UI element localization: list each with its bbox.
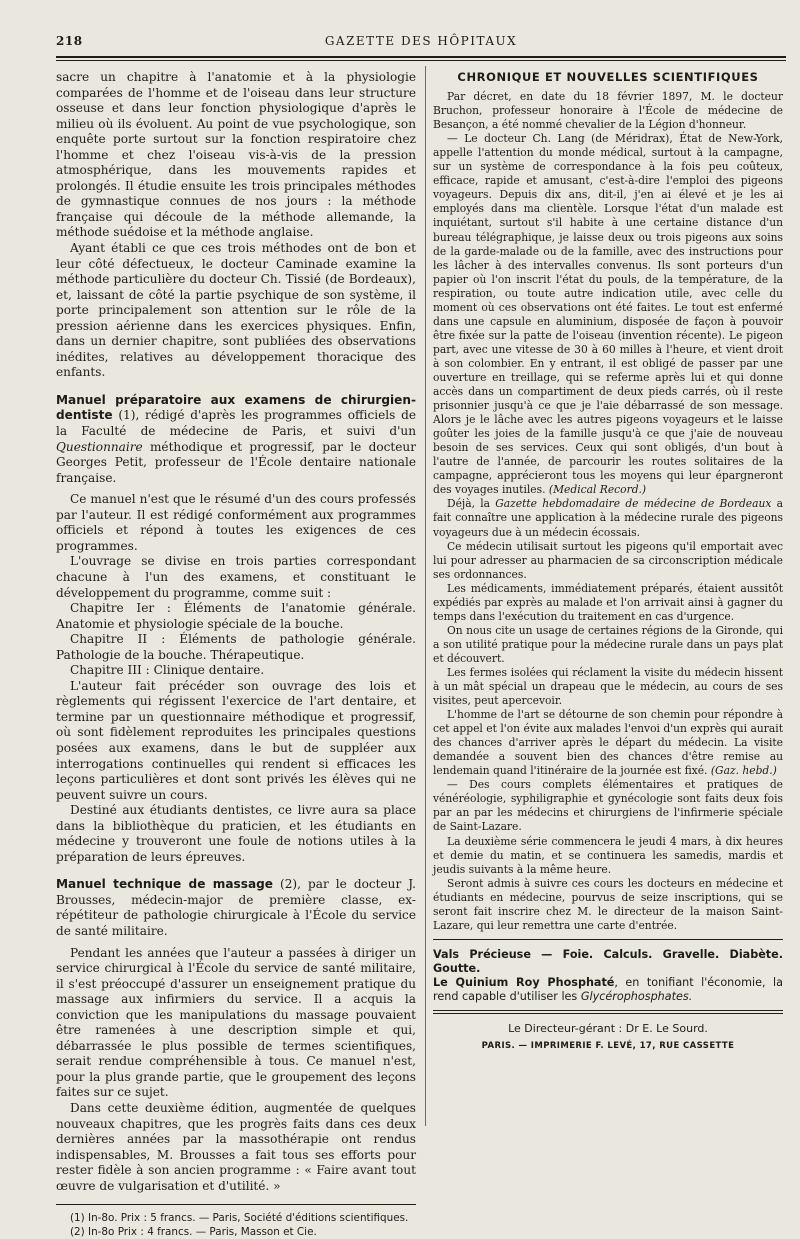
paragraph: Les fermes isolées qui réclament la visite du médecin hissent à un mât spécial un drapeau que le médecin, au cours de ses visites, peut apercevoir. — [433, 665, 783, 708]
journal-title: GAZETTE DES HÔPITAUX — [324, 34, 518, 48]
citation: (Medical Record.) — [548, 483, 647, 497]
footnote: (2) In-8o Prix : 4 francs. — Paris, Masson et Cie. — [70, 1226, 317, 1239]
paragraph: Pendant les années que l'auteur a passées à diriger un service chirurgical à l'École du service de santé militaire, il s'est préoccupé d'assurer un enseignement pratique du massage aux infirmiers du service. Il a acquis la conviction que les manipulations du massage pouvaient être ramenées à une description simple et qui, débarrassée le plus possible de termes scientifiques, serait rendue compréhensible à tous. Ce manuel n'est, pour la plus grande partie, que le groupement des leçons faites sur ce sujet. — [56, 945, 416, 1100]
paragraph: La deuxième série commencera le jeudi 4 mars, à dix heures et demie du matin, et se continuera les samedis, mardis et jeudis suivants à la même heure. — [433, 834, 783, 876]
publisher-credit: Le Directeur-gérant : Dr E. Le Sourd. — [508, 1021, 708, 1035]
left-column — [56, 70, 416, 1239]
citation: (Gaz. hebd.) — [710, 764, 777, 778]
book-review-1: Manuel préparatoire aux examens de chirurgien-dentiste (1), rédigé d'après les programmes officiels de la Faculté de médecine de Paris, et suivi d'un Questionnaire méthodique et progressif, par le docteur Georges Petit, professeur de l'École dentaire nationale française. — [56, 392, 416, 485]
paragraph: sacre un chapitre à l'anatomie et à la physiologie comparées de l'homme et de l'oiseau dans leur structure osseuse et dans leur fonction physiologique d'après le milieu où ils évoluent. Au point de vue psychologique, son enquête porte surtout sur la fonction respiratoire chez l'homme et chez l'oiseau vis-à-vis de la pression atmosphérique, dans les mouvements rapides et prolongés. Il étudie ensuite les trois principales méthodes de gymnastique connues de nos jours : la méthode française qui découle de la méthode allemande, la méthode suédoise et la méthode anglaise. — [56, 70, 416, 240]
paragraph: Destiné aux étudiants dentistes, ce livre aura sa place dans la bibliothèque du praticien, et les étudiants en médecine y trouveront une foule de notions utiles à la préparation de leurs épreuves. — [56, 803, 416, 864]
page-number: 218 — [56, 34, 83, 48]
paragraph: Chapitre Ier : Éléments de l'anatomie générale. Anatomie et physiologie spéciale de la bouche. — [56, 601, 416, 631]
book-review-2: Manuel technique de massage (2), par le docteur J. Brousses, médecin-major de première classe, ex-répétiteur de pathologie chirurgicale à l'École du service de santé militaire. — [56, 877, 417, 938]
header-rule-thin — [56, 60, 786, 61]
paragraph: Dans cette deuxième édition, augmentée de quelques nouveaux chapitres, que les progrès faits dans ces deux dernières années par la massothérapie ont rendus indispensables, M. Brousses a fait tous ses efforts pour rester fidèle à son ancien programme : « Faire avant tout œuvre de vulgarisation et d'utilité. » — [56, 1101, 416, 1193]
paragraph: — Des cours complets élémentaires et pratiques de vénéréologie, syphiligraphie et gynécologie sont faits deux fois par an par les médecins et chirurgiens de l'infirmerie spéciale de Saint-Lazare. — [433, 778, 783, 834]
footer-rule — [433, 1010, 783, 1014]
paragraph: L'ouvrage se divise en trois parties correspondant chacune à l'un des examens, et constituant le développement du programme, comme suit : — [56, 554, 416, 600]
book-title: Manuel technique de massage — [56, 877, 273, 892]
page-header — [56, 34, 786, 52]
printer-imprint: PARIS. — IMPRIMERIE F. LEVÉ, 17, RUE CASSETTE — [481, 1040, 735, 1051]
paragraph: Ce médecin utilisait surtout les pigeons qu'il emportait avec lui pour adresser au pharmacien de sa circonscription médicale ses ordonnances. — [433, 539, 783, 581]
paragraph: L'homme de l'art se détourne de son chemin pour répondre à cet appel et l'on évite aux malades l'envoi d'un exprès qui aurait des chances d'arriver après le départ du médecin. La visite demandée a souvent bien des chances d'être remise au lendemain quand l'itinéraire de la journée est fixé. (Gaz. hebd.) — [433, 708, 783, 778]
footnote: (1) In-8o. Prix : 5 francs. — Paris, Société d'éditions scientifiques. — [70, 1212, 409, 1225]
paragraph: Par décret, en date du 18 février 1897, M. le docteur Bruchon, professeur honoraire à l'École de médecine de Besançon, a été nommé chevalier de la Légion d'honneur. — [433, 90, 783, 132]
column-divider — [425, 66, 426, 1126]
paragraph: — Le docteur Ch. Lang (de Méridrax), État de New-York, appelle l'attention du monde médical, surtout à la campagne, sur un système de correspondance à la fois peu coûteux, efficace, rapide et amusant, c'est-à-dire l'emploi des pigeons voyageurs. Depuis dix ans, dit-il, j'en ai élevé et je les ai employés dans ma clientèle. Lorsque l'état d'un malade est inquiétant, surtout s'il habite à une certaine distance d'un bureau télégraphique, je laisse deux ou trois pigeons aux soins de la garde-malade ou de la famille, avec des instructions pour les lâcher à des intervalles convenus. Ils sont porteurs d'un papier où l'on inscrit l'état du pouls, de la température, de la respiration, ou toute autre indication utile, avec celle du moment où ces observations ont été faites. Le tout est enfermé dans une capsule en aluminium, disposée de façon à pouvoir être fixée sur la patte de l'oiseau (invention récente). Le pigeon part, avec une vitesse de 30 à 60 milles à l'heure, et vient droit à son colombier. En y entrant, il est obligé de passer par une ouverture en treillage, qui se referme après lui et qui donne accès dans un compartiment de deux pieds carrés, où il reste prisonnier jusqu'à ce que je l'aie débarrassé de son message. Alors je le lâche avec les autres pigeons voyageurs et le laisse goûter les joies de la famille jusqu'à ce que j'aie de nouveau besoin de ses services. Ceux qui sont obligés, d'un bout à l'autre de l'année, de parcourir les routes solitaires de la campagne, apprécieront tous les moyens qui leur épargneront des voyages inutiles. (Medical Record.) — [433, 132, 783, 497]
paragraph: Ayant établi ce que ces trois méthodes ont de bon et leur côté défectueux, le docteur Caminade examine la méthode particulière du docteur Ch. Tissié (de Bordeaux), et, laissant de côté la partie psychique de son système, il porte principalement son attention sur le rôle de la pression aérienne dans les exercices physiques. Enfin, dans un dernier chapitre, sont publiées des observations inédites, relatives au développement thoracique des enfants. — [56, 241, 416, 380]
paragraph: Chapitre II : Éléments de pathologie générale. Pathologie de la bouche. Thérapeutique. — [56, 632, 416, 662]
paragraph: Chapitre III : Clinique dentaire. — [70, 663, 265, 678]
paragraph: On nous cite un usage de certaines régions de la Gironde, qui a son utilité pratique pour la médecine rurale dans un pays plat et découvert. — [433, 623, 783, 665]
header-rule-thick — [56, 56, 786, 58]
paragraph: Seront admis à suivre ces cours les docteurs en médecine et étudiants en médecine, pourvus de seize inscriptions, qui se seront fait inscrire chez M. le directeur de la maison Saint-Lazare, qui leur remettra une carte d'entrée. — [433, 876, 783, 932]
paragraph: Déjà, la Gazette hebdomadaire de médecine de Bordeaux a fait connaître une application à la médecine rurale des pigeons voyageurs due à un médecin écossais. — [433, 497, 784, 539]
footnote-rule — [56, 1204, 416, 1205]
advert-vals: Vals Précieuse — Foie. Calculs. Gravelle. Diabète. Goutte. — [433, 947, 783, 975]
advert-quinium: Le Quinium Roy Phosphaté, en tonifiant l'économie, la rend capable d'utiliser les Glycérophosphates. — [433, 975, 783, 1003]
paragraph: Les médicaments, immédiatement préparés, étaient aussitôt expédiés par exprès au malade et l'on arrivait ainsi à gagner du temps dans l'exécution du traitement en cas d'urgence. — [433, 581, 783, 623]
paragraph: L'auteur fait précéder son ouvrage des lois et règlements qui régissent l'exercice de l'art dentaire, et termine par un questionnaire méthodique et progressif, où sont fidèlement reproduites les principales questions posées aux examens, dans le but de suppléer aux interrogations continuelles qui rendent si efficaces les leçons particulières et dont sont privés les élèves qui ne peuvent suivre un cours. — [56, 678, 416, 802]
section-title: CHRONIQUE ET NOUVELLES SCIENTIFIQUES — [457, 70, 759, 84]
paragraph: Ce manuel n'est que le résumé d'un des cours professés par l'auteur. Il est rédigé conformément aux programmes officiels et répond à toutes les exigences de ces programmes. — [56, 492, 416, 553]
book-title: Manuel préparatoire aux examens de chirurgien-dentiste — [56, 392, 416, 423]
right-column — [433, 70, 783, 1053]
